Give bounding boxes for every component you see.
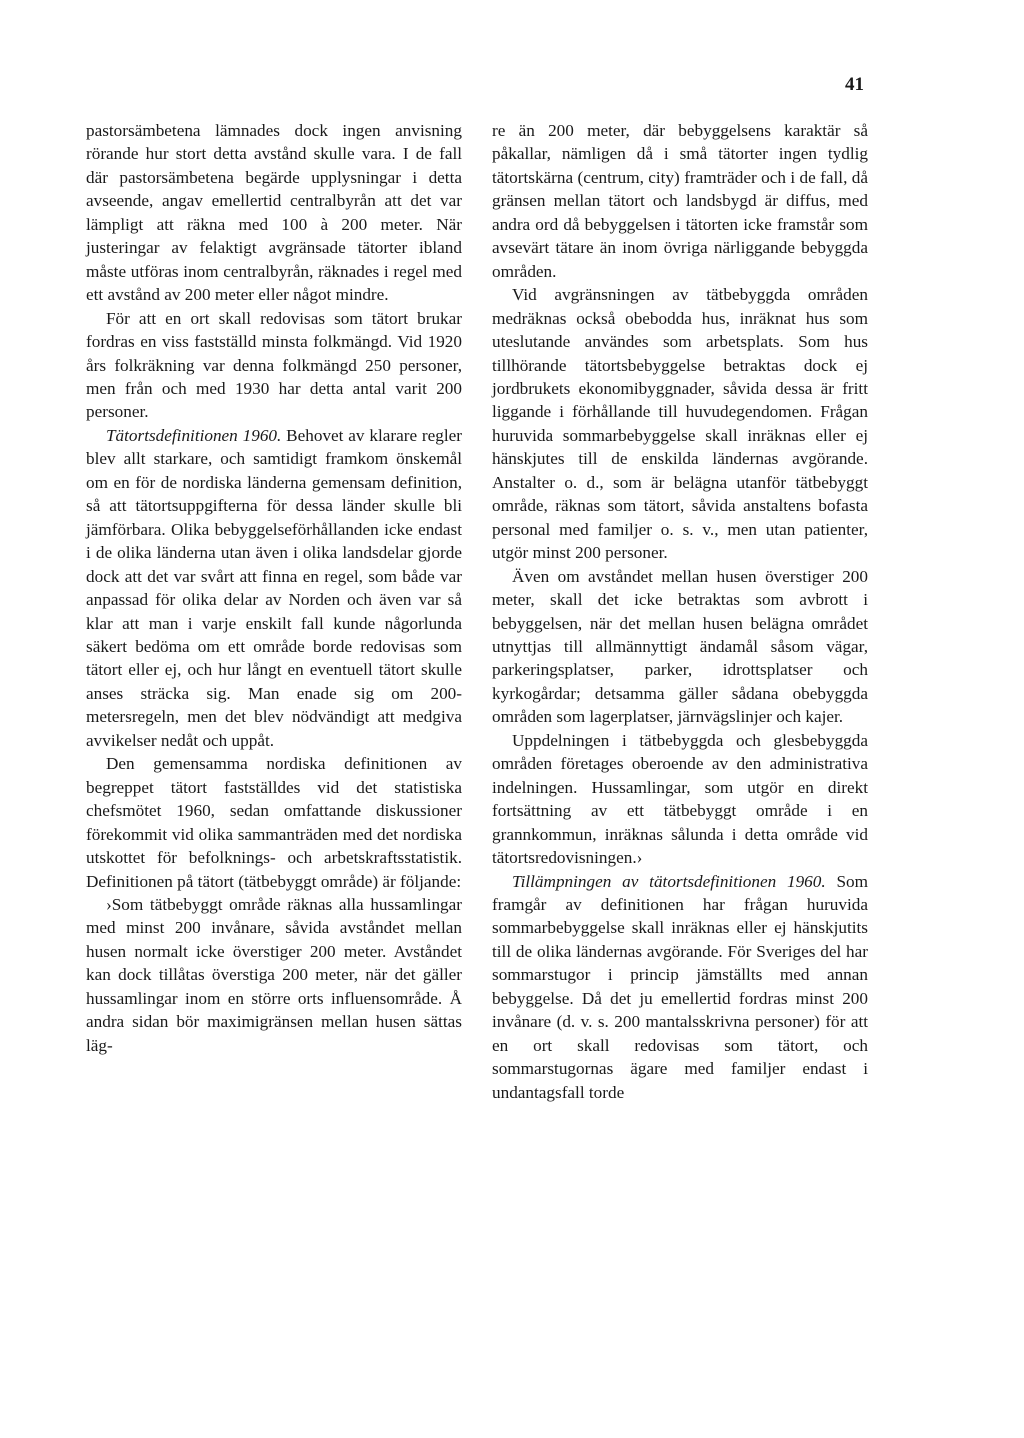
page-number: 41	[845, 74, 864, 95]
paragraph: Uppdelningen i tätbebyggda och glesbebyggda områden företages oberoende av den administrativa indelningen. Hussamlingar, som utgör en direkt fortsättning av ett tätbebyggt område i en grannkommun, inräknas sålunda i detta område vid tätortsredovisningen.›	[492, 730, 868, 868]
section-heading: Tillämpningen av tätortsdefinitionen 1960.	[512, 871, 826, 891]
paragraph	[86, 424, 462, 752]
paragraph: För att en ort skall redovisas som tätort brukar fordras en viss fastställd minsta folkmängd. Vid 1920 års folkräkning var denna folkmängd 250 personer, men från och med 1930 har detta antal varit 200 personer.	[86, 308, 462, 422]
paragraph-text: Behovet av klarare regler blev allt starkare, och samtidigt framkom önskemål om en för de nordiska länderna gemensam definition, så att tätortsuppgifterna för dessa länder skulle bli jämförbara. Olika bebyggelseförhållanden icke endast i de olika länderna utan även i olika landsdelar gjorde dock att det var svårt att finna en regel, som både var anpassad för olika delar av Norden och även var så klar att man i varje enskilt fall kunde någorlunda säkert bedöma om ett område borde redovisas som tätort eller ej, och hur långt en eventuell tätort skulle anses sträcka sig. Man enade sig om 200-metersregeln, men det blev nödvändigt att medgiva avvikelser nedåt och uppåt.	[86, 425, 463, 750]
paragraph-text: Som framgår av definitionen har frågan huruvida sommarbebyggelse skall inräknas eller ej hänskjutits till de olika ländernas avgörande. För Sveriges del har sommarstugor i princip jämställts med annan bebyggelse. Då det ju emellertid fordras minst 200 invånare (d. v. s. 200 mantalsskrivna personer) för att en ort skall redovisas som tätort, och sommarstugornas ägare med familjer endast i undantagsfall torde	[492, 871, 868, 1102]
left-column	[86, 119, 462, 1057]
section-heading: Tätortsdefinitionen 1960.	[106, 425, 282, 445]
right-column	[492, 119, 868, 1104]
paragraph: Den gemensamma nordiska definitionen av begreppet tätort fastställdes vid det statistiska chefsmötet 1960, sedan omfattande diskussioner förekommit vid olika sammanträden med det nordiska utskottet för befolknings- och arbetskraftsstatistik. Definitionen på tätort (tätbebyggt område) är följande:	[86, 754, 462, 891]
quote-paragraph: ›Som tätbebyggt område räknas alla hussamlingar med minst 200 invånare, såvida avståndet mellan husen normalt icke överstiger 200 meter. Avståndet kan dock tillåtas överstiga 200 meter, när det gäller hussamlingar inom en större orts influensområde. Å andra sidan bör maximigränsen mellan husen sättas läg-	[86, 894, 462, 1055]
paragraph: pastorsämbetena lämnades dock ingen anvisning rörande hur stort detta avstånd skulle vara. I de fall där pastorsämbetena begärde upplysningar i detta avseende, angav emellertid centralbyrån att det var lämpligt att räkna med 100 à 200 meter. När justeringar av felaktigt avgränsade tätorter ibland måste utföras inom centralbyrån, räknades i regel med ett avstånd av 200 meter eller något mindre.	[86, 121, 462, 305]
paragraph: Även om avståndet mellan husen överstiger 200 meter, skall det icke betraktas som avbrott i bebyggelsen, när det mellan husen belägna området utnyttjas till allmännyttigt ändamål såsom vägar, parkeringsplatser, parker, idrottsplatser och kyrkogårdar; detsamma gäller sådana obebyggda områden som lagerplatser, järnvägslinjer och kajer.	[492, 566, 868, 727]
paragraph: re än 200 meter, där bebyggelsens karaktär så påkallar, nämligen då i små tätorter ingen tydlig tätortskärna (centrum, city) framträder och i de fall, då gränsen mellan tätort och landsbygd är diffus, med andra ord då bebyggelsen i tätorten icke framstår som avsevärt tätare än inom övriga närliggande bebyggda områden.	[492, 121, 868, 281]
paragraph	[492, 870, 868, 1105]
paragraph: Vid avgränsningen av tätbebyggda områden medräknas också obebodda hus, inräknat hus som uteslutande användes som arbetsplats. Som hus tillhörande tätortsbebyggelse betraktas dock ej jordbrukets ekonomibyggnader, såvida dessa är fritt liggande i förhållande till huvudegendomen. Frågan huruvida sommarbebyggelse skall inräknas eller ej hänskjutes till de enskilda ländernas avgörande. Anstalter o. d., som är belägna utanför tätbebyggt område, räknas som tätort, såvida anstaltens bofasta personal med familjer o. s. v., men utan patienter, utgör minst 200 personer.	[492, 285, 868, 563]
